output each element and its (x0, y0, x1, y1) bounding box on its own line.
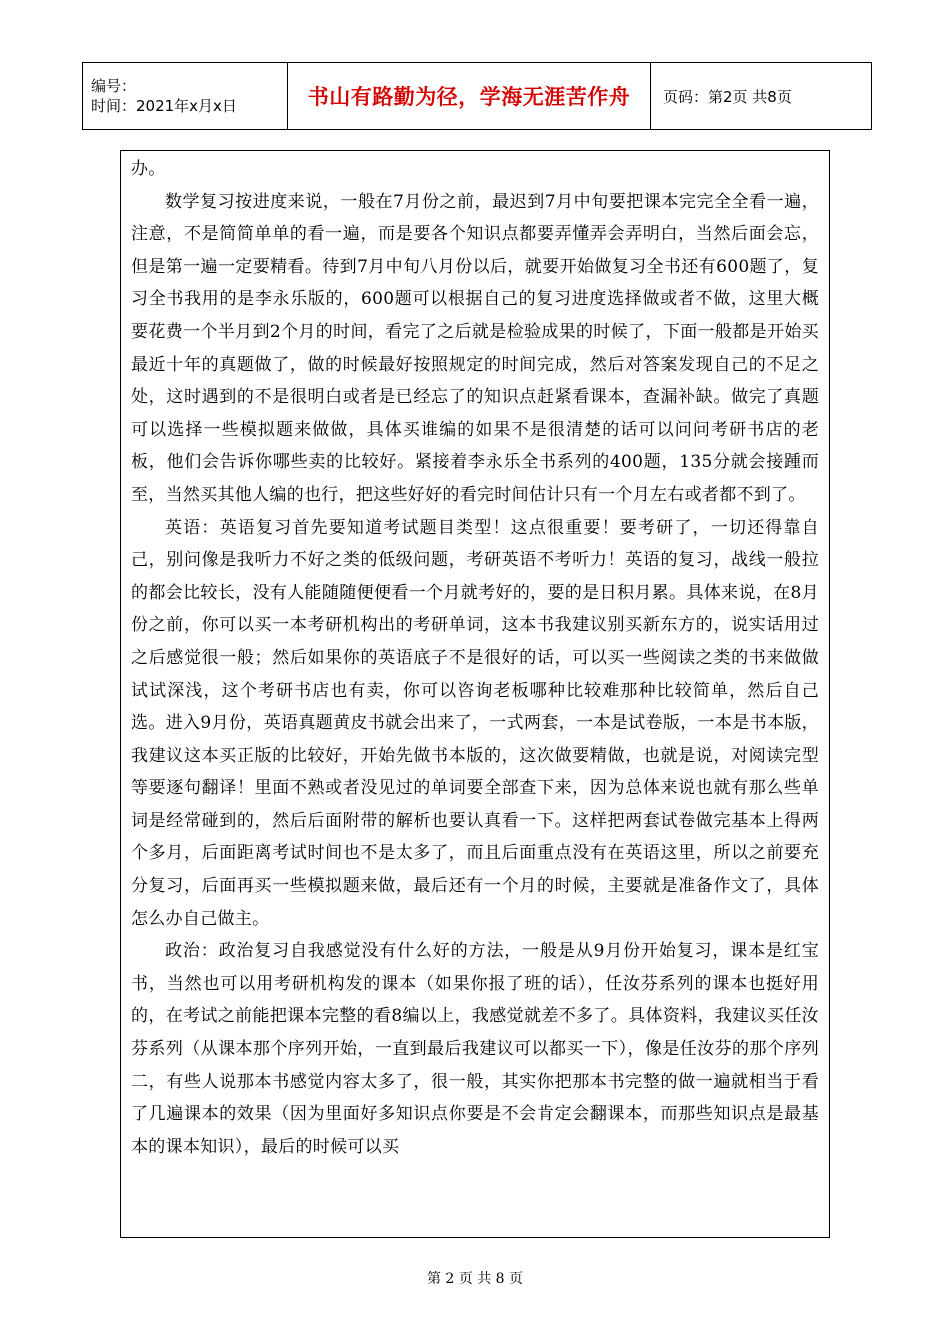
header-motto: 书山有路勤为径，学海无涯苦作舟 (288, 63, 651, 130)
header-page-info: 页码：第2页 共8页 (651, 63, 872, 130)
paragraph-continuation: 办。 (131, 159, 166, 179)
content-box (120, 150, 830, 1238)
header-meta-cell (83, 63, 288, 130)
paragraph-politics: 政治：政治复习自我感觉没有什么好的方法，一般是从9月份开始复习，课本是红宝书，当然也可以用考研机构发的课本（如果你报了班的话），任汝芬系列的课本也挺好用的，在考试之前能把课本完整的看8编以上，我感觉就差不多了。具体资料，我建议买任汝芬系列（从课本那个序列开始，一直到最后我建议可以都买一下），像是任汝芬的那个序列二，有些人说那本书感觉内容太多了，很一般，其实你把那本书完整的做一遍就相当于看了几遍课本的效果（因为里面好多知识点你要是不会肯定会翻课本，而那些知识点是最基本的课本知识），最后的时候可以买 (131, 941, 819, 1157)
document-date-label: 时间：2021年x月x日 (91, 97, 237, 115)
paragraph-english: 英语：英语复习首先要知道考试题目类型！这点很重要！要考研了，一切还得靠自己，别问像是我听力不好之类的低级问题，考研英语不考听力！英语的复习，战线一般拉的都会比较长，没有人能随随便便看一个月就考好的，要的是日积月累。具体来说，在8月份之前，你可以买一本考研机构出的考研单词，这本书我建议别买新东方的，说实话用过之后感觉很一般；然后如果你的英语底子不是很好的话，可以买一些阅读之类的书来做做试试深浅，这个考研书店也有卖，你可以咨询老板哪种比较难那种比较简单，然后自己选。进入9月份，英语真题黄皮书就会出来了，一式两套，一本是试卷版，一本是书本版，我建议这本买正版的比较好，开始先做书本版的，这次做要精做，也就是说，对阅读完型等要逐句翻译！里面不熟或者没见过的单词要全部查下来，因为总体来说也就有那么些单词是经常碰到的，然后后面附带的解析也要认真看一下。这样把两套试卷做完基本上得两个多月，后面距离考试时间也不是太多了，而且后面重点没有在英语这里，所以之前要充分复习，后面再买一些模拟题来做，最后还有一个月的时候，主要就是准备作文了，具体怎么办自己做主。 (131, 517, 819, 929)
document-number-label: 编号： (91, 77, 137, 95)
document-header (82, 62, 872, 130)
page-footer: 第 2 页 共 8 页 (426, 1271, 524, 1287)
paragraph-math: 数学复习按进度来说，一般在7月份之前，最迟到7月中旬要把课本完完全全看一遍，注意，不是简简单单的看一遍，而是要各个知识点都要弄懂弄会弄明白，当然后面会忘，但是第一遍一定要精看。待到7月中旬八月份以后，就要开始做复习全书还有600题了，复习全书我用的是李永乐版的，600题可以根据自己的复习进度选择做或者不做，这里大概要花费一个半月到2个月的时间，看完了之后就是检验成果的时候了，下面一般都是开始买最近十年的真题做了，做的时候最好按照规定的时间完成，然后对答案发现自己的不足之处，这时遇到的不是很明白或者是已经忘了的知识点赶紧看课本，查漏补缺。做完了真题可以选择一些模拟题来做做，具体买谁编的如果不是很清楚的话可以问问考研书店的老板，他们会告诉你哪些卖的比较好。紧接着李永乐全书系列的400题，135分就会接踵而至，当然买其他人编的也行，把这些好好的看完时间估计只有一个月左右或者都不到了。 (131, 191, 819, 505)
